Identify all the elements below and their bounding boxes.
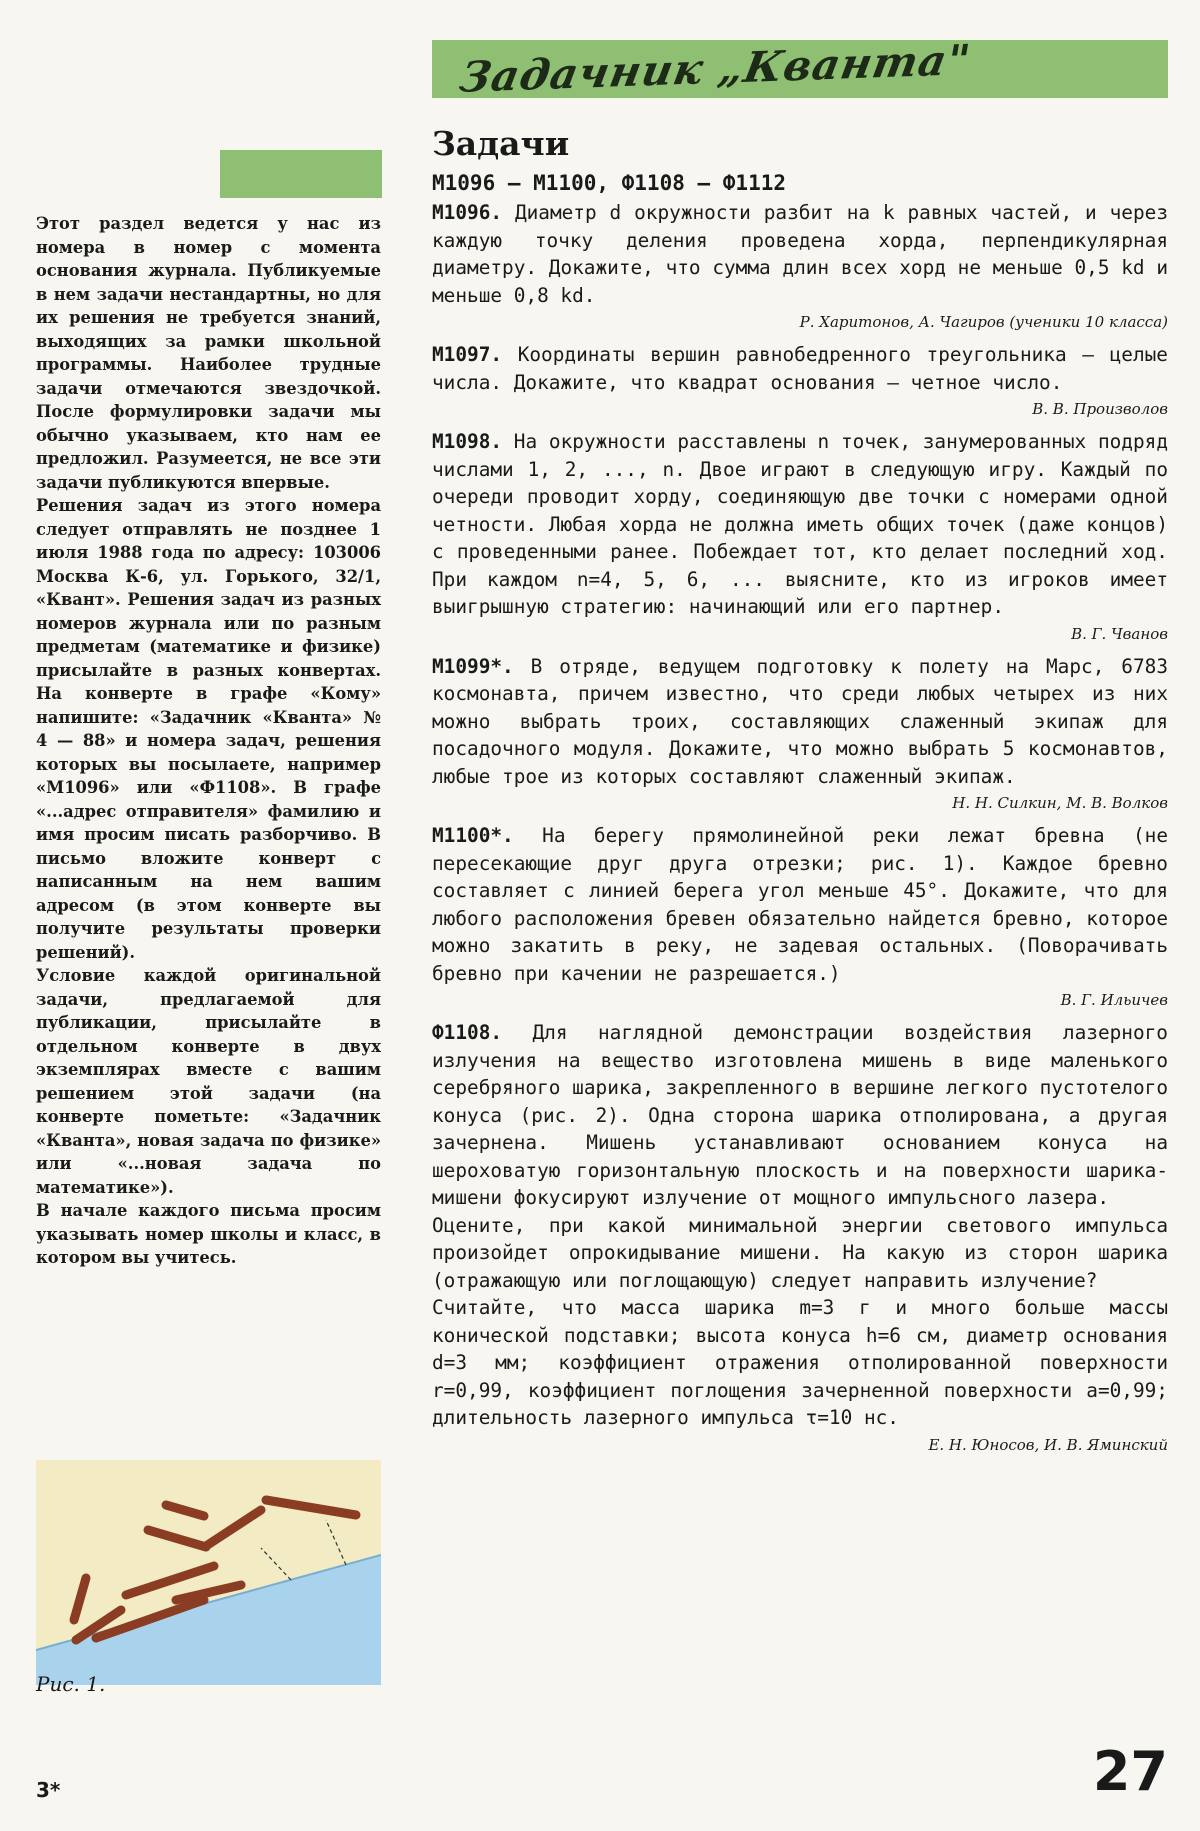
problem-code: М1096. — [432, 201, 503, 224]
logs-illustration — [36, 1460, 381, 1685]
problem-m1096 — [432, 199, 1168, 331]
problem-range: М1096 — М1100, Ф1108 — Ф1112 — [432, 171, 787, 195]
sidebar-paragraph: Решения задач из этого номера следует отправлять не позднее 1 июля 1988 года по адресу: 103006 Москва К-6, ул. Горького, 32/1, «Квант». Решения задач из разных номеров журнала или по разным предметам (математике и физике) присылайте в разных конвертах. На конверте в графе «Кому» напишите: «Задачник «Кванта» № 4 — 88» и номера задач, решения которых вы посылаете, например «М1096» или «Ф1108». В графе «...адрес отправителя» фамилию и имя просим писать разборчиво. В письмо вложите конверт с написанным на нем вашим адресом (в этом конверте вы получите результаты проверки решений). — [36, 496, 381, 962]
figure-1-logs-on-riverbank — [36, 1460, 381, 1685]
guide-line — [326, 1520, 346, 1565]
section-logo: Задачник „Кванта" — [455, 35, 975, 102]
problem-text: Координаты вершин равнобедренного треугольника — целые числа. Докажите, что квадрат основания — четное число. — [432, 343, 1168, 394]
figure-caption: Рис. 1. — [36, 1672, 106, 1696]
problem-author: В. Г. Чванов — [1071, 624, 1168, 643]
log — [166, 1505, 204, 1516]
sidebar-accent-box — [220, 150, 382, 198]
page-number: 27 — [1092, 1740, 1168, 1803]
sidebar-paragraph: Условие каждой оригинальной задачи, предлагаемой для публикации, присылайте в отдельном конверте в двух экземплярах вместе с вашим решением этой задачи (на конверте пометьте: «Задачник «Кванта», новая задача по физике» или «...новая задача по математике»). — [36, 966, 381, 1197]
problem-code: М1099*. — [432, 654, 514, 678]
sidebar-info — [36, 212, 381, 1270]
problem-text: Диаметр d окружности разбит на k равных частей, и через каждую точку деления проведена хорда, перпендикулярная диаметру. Докажите, что сумма длин всех хорд не меньше 0,5 kd и меньше 0,8 kd. — [432, 201, 1168, 307]
problem-author: Е. Н. Юносов, И. В. Яминский — [928, 1435, 1168, 1454]
problem-author: Р. Харитонов, А. Чагиров (ученики 10 класса) — [799, 313, 1168, 331]
problem-m1100 — [432, 822, 1168, 1009]
problem-text: В отряде, ведущем подготовку к полету на Марс, 6783 космонавта, причем известно, что среди любых четырех из них можно выбрать троих, составляющих слаженный экипаж для посадочного модуля. Докажите, что можно выбрать 5 космонавтов, любые трое из которых составляют слаженный экипаж. — [432, 654, 1168, 788]
problem-author: Н. Н. Силкин, М. В. Волков — [952, 794, 1168, 812]
problem-code: М1097. — [432, 343, 503, 366]
problem-m1099 — [432, 653, 1168, 813]
problem-text: Для наглядной демонстрации воздействия лазерного излучения на вещество изготовлена мишень в виде маленького серебряного шарика, закрепленного в вершине легкого пустотелого конуса (рис. 2). Одна сторона шарика отполирована, а другая зачернена. Мишень устанавливают основанием конуса на шероховатую горизонтальную плоскость и на поверхности шарика-мишени фокусируют излучение от мощного импульсного лазера. Оцените, при какой минимальной энергии светового импульса произойдет опрокидывание мишени. На какую из сторон шарика (отражающую или поглощающую) следует направить излучение? Считайте, что масса шарика m=3 г и много больше массы конической подставки; высота конуса h=6 см, диаметр основания d=3 мм; коэффициент отражения отполированной поверхности r=0,99, коэффициент поглощения зачерненной поверхности a=0,99; длительность лазерного импульса τ=10 нс. — [432, 1021, 1168, 1429]
problem-author: В. Г. Ильичев — [1060, 991, 1168, 1009]
problem-m1098 — [432, 428, 1168, 643]
problem-f1108 — [432, 1019, 1168, 1454]
guide-line — [261, 1548, 291, 1580]
problem-text: На окружности расставлены n точек, занумерованных подряд числами 1, 2, ..., n. Двое играют в следующую игру. Каждый по очереди проводит хорду, соединяющую две точки с номерами одной четности. Любая хорда не должна иметь общих точек (даже концов) с проведенными ранее. Побеждает тот, кто делает последний ход. При каждом n=4, 5, 6, ... выясните, кто из игроков имеет выигрышную стратегию: начинающий или его партнер. — [432, 430, 1168, 618]
log — [74, 1578, 86, 1620]
log — [148, 1530, 206, 1547]
page-title: Задачи — [432, 124, 570, 163]
problem-code: М1100*. — [432, 824, 514, 847]
section-banner — [432, 35, 1168, 102]
log — [206, 1510, 261, 1546]
problem-author: В. В. Произволов — [1032, 400, 1168, 418]
sidebar-paragraph: В начале каждого письма просим указывать номер школы и класс, в котором вы учитесь. — [36, 1201, 381, 1267]
problem-code: Ф1108. — [432, 1021, 503, 1044]
log — [266, 1500, 356, 1515]
signature-mark: 3* — [36, 1778, 61, 1802]
problems-column — [432, 124, 1168, 1464]
problem-code: М1098. — [432, 430, 503, 453]
problem-text: На берегу прямолинейной реки лежат бревна (не пересекающие друг друга отрезки; рис. 1). Каждое бревно составляет с линией берега угол меньше 45°. Докажите, что для любого расположения бревен обязательно найдется бревно, которое можно закатить в реку, не задевая остальных. (Поворачивать бревно при качении не разрешается.) — [432, 824, 1168, 985]
sidebar-paragraph: Этот раздел ведется у нас из номера в номер с момента основания журнала. Публикуемые в нем задачи нестандартны, но для их решения не требуется знаний, выходящих за рамки школьной программы. Наиболее трудные задачи отмечаются звездочкой. После формулировки задачи мы обычно указываем, кто нам ее предложил. Разумеется, не все эти задачи публикуются впервые. — [36, 214, 381, 492]
problem-m1097 — [432, 341, 1168, 418]
